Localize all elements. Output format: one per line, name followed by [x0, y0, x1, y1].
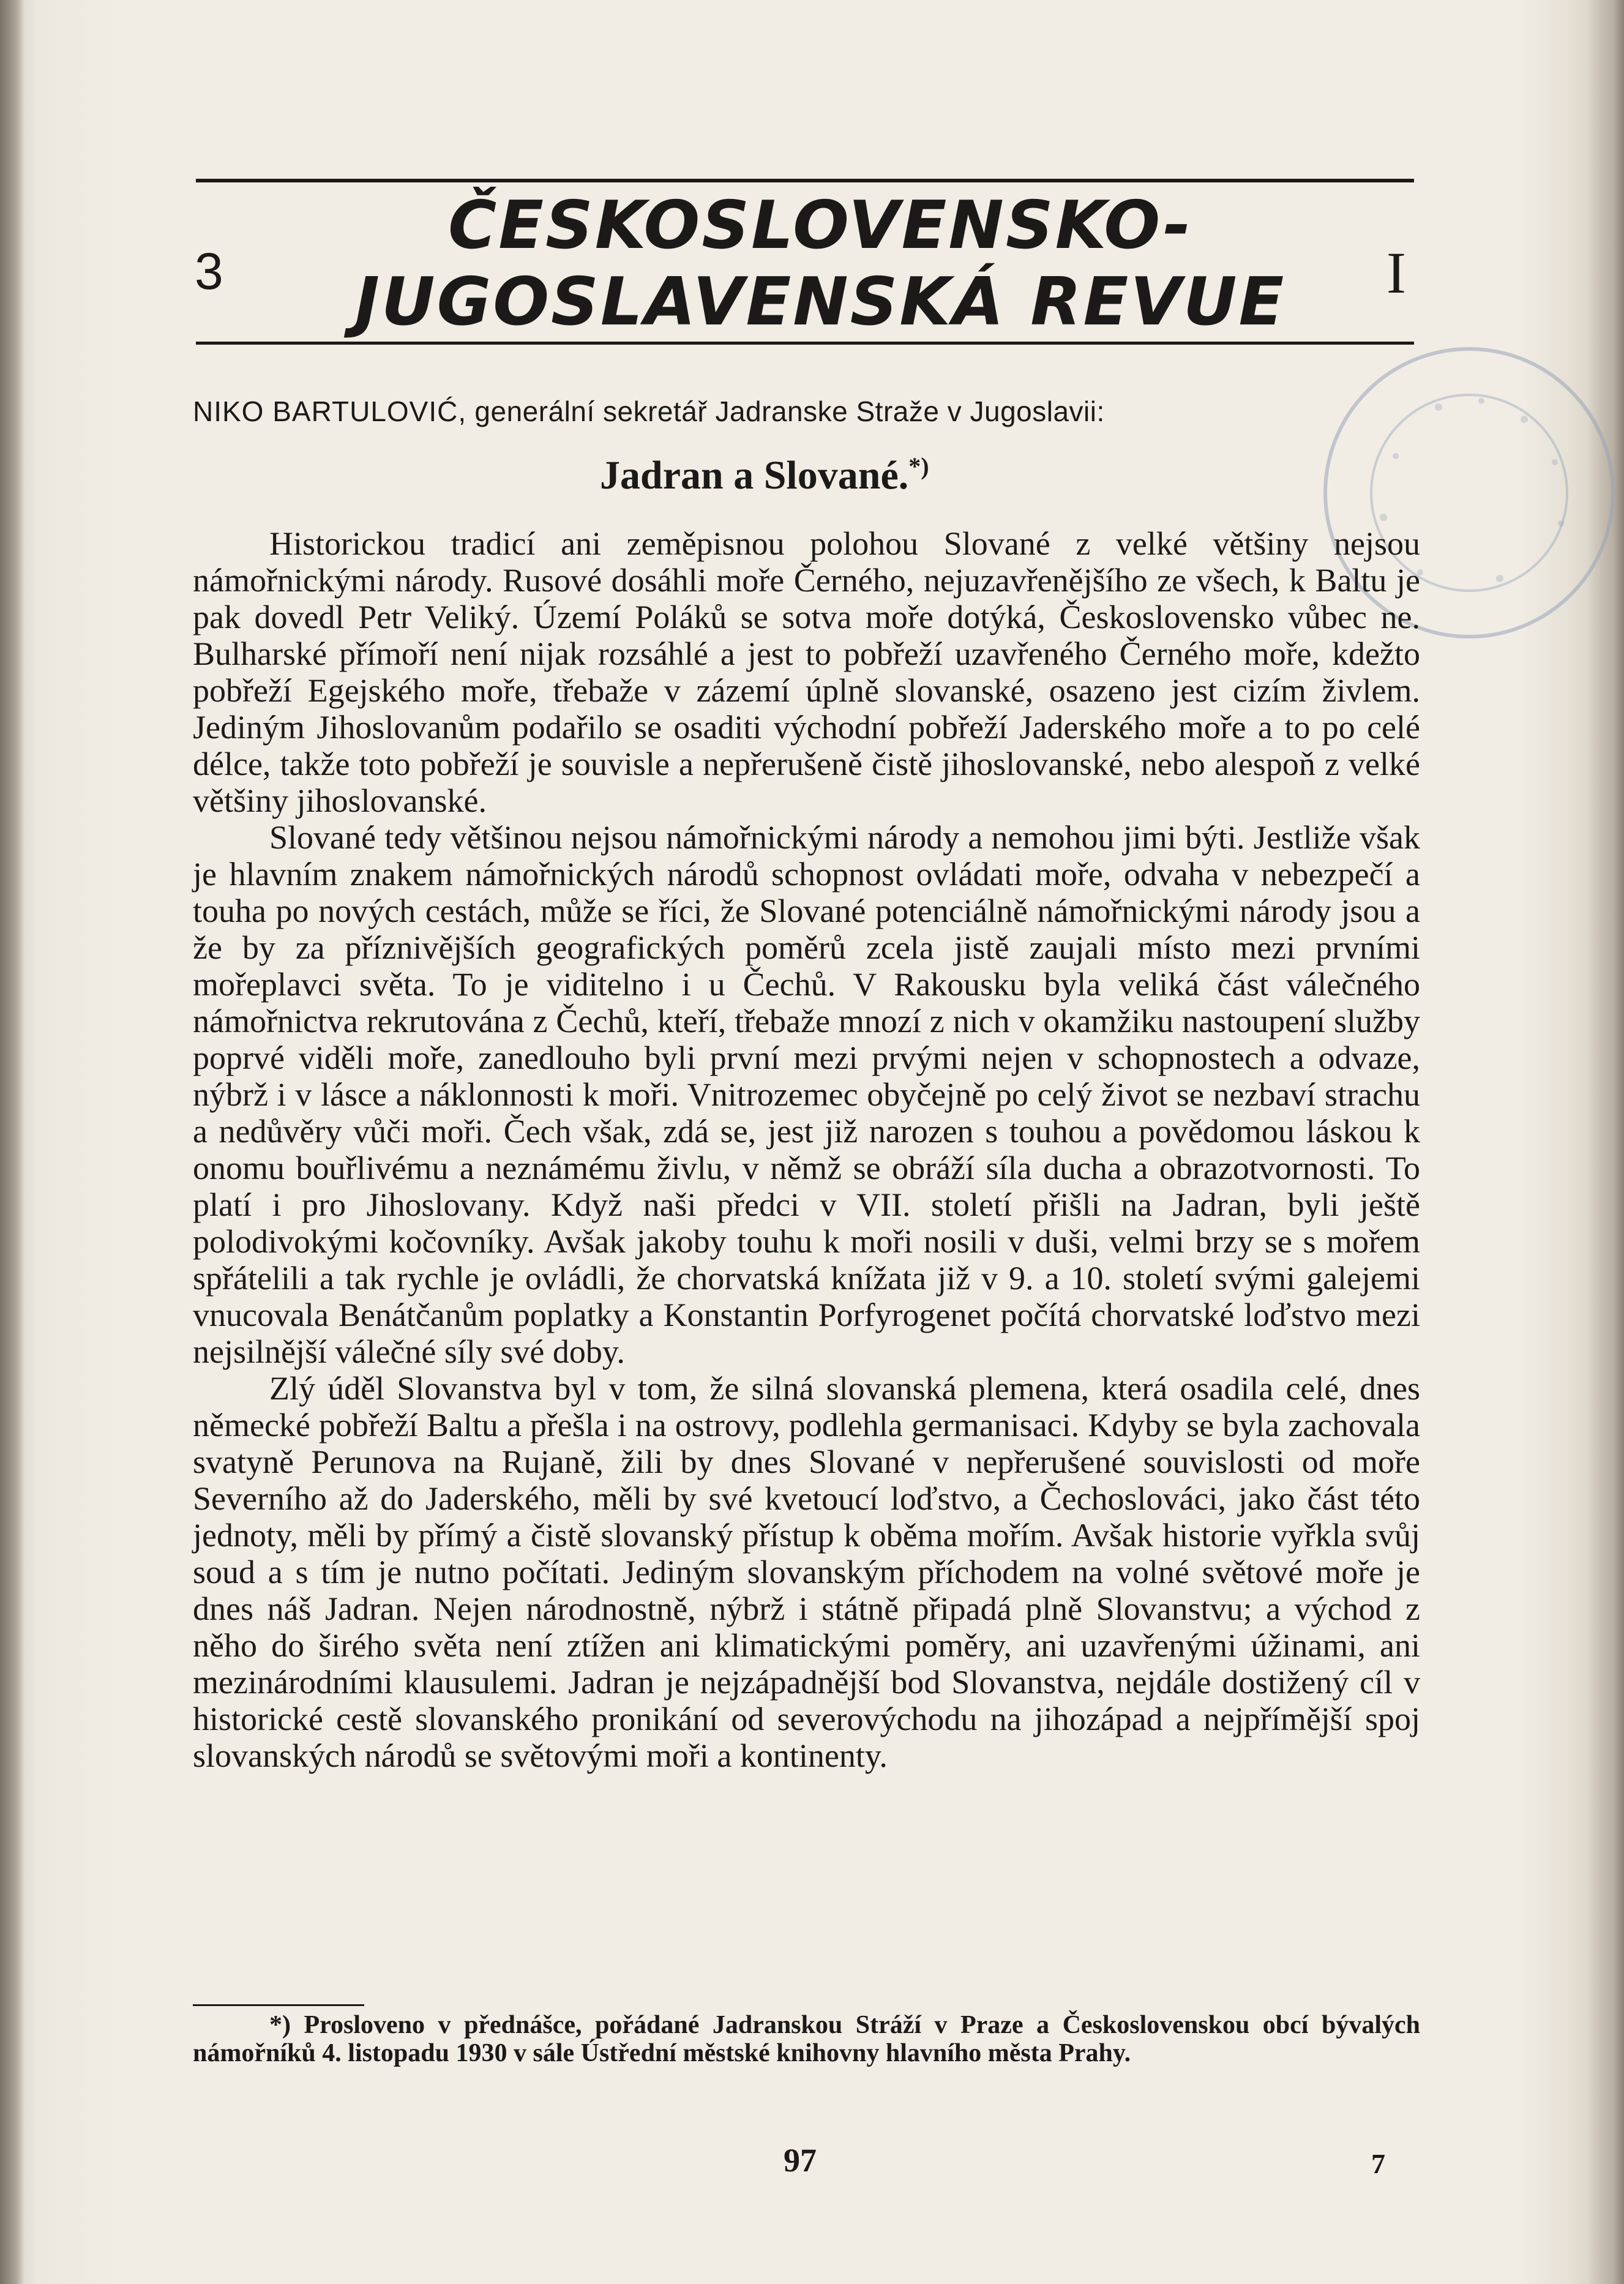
issue-number: 3: [195, 242, 223, 300]
book-binding-shadow: [0, 0, 24, 2284]
masthead-line-1: ČESKOSLOVENSKO-: [447, 187, 1193, 264]
page-number: 97: [784, 2142, 817, 2179]
header-rule-top: [196, 179, 1414, 182]
title-footnote-mark: *): [908, 452, 929, 480]
masthead-line-2: JUGOSLAVENSKÁ REVUE: [354, 264, 1286, 340]
author-role: generální sekretář Jadranske Straže v Jugoslavii:: [474, 395, 1105, 427]
article-body: [193, 525, 1420, 1774]
footnote-text: *) Prosloveno v přednášce, pořádané Jadranskou Stráží v Praze a Československou obcí bývalých námořníků 4. listopadu 1930 v sále Ústřední městské knihovny hlavního města Prahy.: [193, 2011, 1420, 2067]
sheet-number: 7: [1371, 2148, 1385, 2179]
article-title-text: Jadran a Slované.: [600, 453, 909, 498]
article-title: [600, 452, 929, 499]
paragraph: Zlý úděl Slovanstva byl v tom, že silná slovanská plemena, která osadila celé, dnes německé pobřeží Baltu a přešla i na ostrovy, podlehla germanisaci. Kdyby se byla zachovala svatyně Perunova na Rujaně, žili by dnes Slované v nepřerušené souvislosti od moře Severního až do Jaderského, měli by své kvetoucí loďstvo, a Čechoslováci, jako část této jednoty, měli by přímý a čistě slovanský přístup k oběma mořím. Avšak historie vyřkla svůj soud a s tím je nutno počítati. Jediným slovanským příchodem na volné světové moře je dnes náš Jadran. Nejen národnostně, nýbrž i státně připadá plně Slovanstvu; a východ z něho do širého světa není ztížen ani klimatickými poměry, ani uzavřenými úžinami, ani mezinárodními klausulemi. Jadran je nejzápadnější bod Slovanstva, nejdále dostižený cíl v historické cestě slovanského pronikání od severovýchodu na jihozápad a nejpřímější spoj slovanských národů se světovými moři a kontinenty.: [193, 1370, 1420, 1774]
footnote: [193, 2011, 1420, 2067]
paragraph: Slované tedy většinou nejsou námořnickými národy a nemohou jimi býti. Jestliže však je hlavním znakem námořnických národů schopnost ovládati moře, odvaha v nebezpečí a touha po nových cestách, může se říci, že Slované potenciálně námořnickými národy jsou a že by za příznivějších geografických poměrů zcela jistě zaujali místo mezi prvními mořeplavci světa. To je viditelno i u Čechů. V Rakousku byla veliká část válečného námořnictva rekrutována z Čechů, kteří, třebaže mnozí z nich v okamžiku nastoupení služby poprvé viděli moře, zanedlouho byli první mezi prvými nejen v schopnostech a odvaze, nýbrž i v lásce a náklonnosti k moři. Vnitrozemec obyčejně po celý život se nezbaví strachu a nedůvěry vůči moři. Čech však, zdá se, jest již narozen s touhou a povědomou láskou k onomu bouřlivému a neznámému živlu, v němž se obráží síla ducha a obrazotvornosti. To platí i pro Jihoslovany. Když naši předci v VII. století přišli na Jadran, byli ještě polodivokými kočovníky. Avšak jakoby touhu k moři nosili v duši, velmi brzy se s mořem spřátelili a tak rychle je ovládli, že chorvatská knížata již v 9. a 10. století svými galejemi vnucovala Benátčanům poplatky a Konstantin Porfyrogenet počítá chorvatské loďstvo mezi nejsilnější válečné síly své doby.: [193, 819, 1420, 1370]
header-rule-bottom: [196, 342, 1414, 345]
paragraph: Historickou tradicí ani zeměpisnou polohou Slované z velké většiny nejsou námořnickými národy. Rusové dosáhli moře Černého, nejuzavřenějšího ze všech, k Baltu je pak dovedl Petr Veliký. Území Poláků se sotva moře dotýká, Československo vůbec ne. Bulharské přímoří není nijak rozsáhlé a jest to pobřeží uzavřeného Černého moře, kdežto pobřeží Egejského moře, třebaže v zázemí úplně slovanské, osazeno jest cizím živlem. Jediným Jihoslovanům podařilo se osaditi východní pobřeží Jaderského moře a to po celé délce, takže toto pobřeží je souvisle a nepřerušeně čistě jihoslovanské, nebo alespoň z velké většiny jihoslovanské.: [193, 525, 1420, 819]
volume-roman: I: [1386, 240, 1406, 305]
footnote-rule: [193, 2004, 364, 2006]
author-byline: [193, 395, 1105, 428]
author-name: NIKO BARTULOVIĆ,: [193, 395, 467, 427]
